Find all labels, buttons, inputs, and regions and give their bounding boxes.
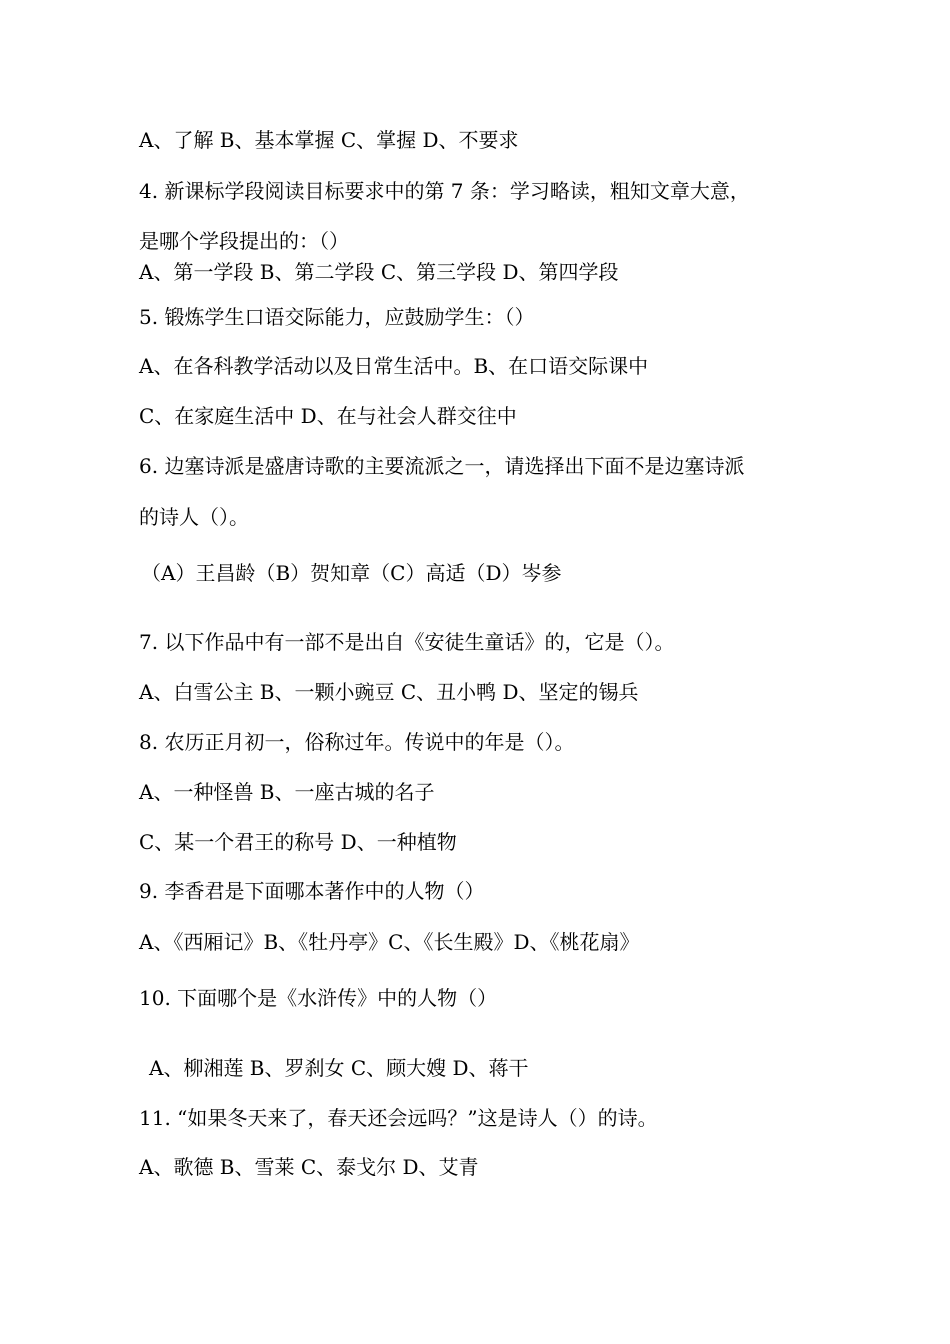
q7-options: A、白雪公主 B、一颗小豌豆 C、丑小鸭 D、坚定的锡兵 xyxy=(139,680,639,704)
q6-question-line1: 6. 边塞诗派是盛唐诗歌的主要流派之一，请选择出下面不是边塞诗派 xyxy=(139,454,745,478)
q3-options: A、了解 B、基本掌握 C、掌握 D、不要求 xyxy=(139,128,519,152)
q7-question: 7. 以下作品中有一部不是出自《安徒生童话》的，它是（）。 xyxy=(139,630,675,654)
q4-options: A、第一学段 B、第二学段 C、第三学段 D、第四学段 xyxy=(139,260,619,284)
q11-options: A、歌德 B、雪莱 C、泰戈尔 D、艾青 xyxy=(139,1155,479,1179)
q5-options-line1: A、在各科教学活动以及日常生活中。B、在口语交际课中 xyxy=(139,354,649,378)
q8-options-line2: C、某一个君王的称号 D、一种植物 xyxy=(139,830,457,854)
q6-question-line2: 的诗人（）。 xyxy=(139,505,249,529)
q5-options-line2: C、在家庭生活中 D、在与社会人群交往中 xyxy=(139,404,517,428)
q8-options-line1: A、一种怪兽 B、一座古城的名子 xyxy=(139,780,435,804)
q10-question: 10. 下面哪个是《水浒传》中的人物（） xyxy=(139,986,498,1010)
q4-question-line1: 4. 新课标学段阅读目标要求中的第 7 条：学习略读，粗知文章大意， xyxy=(139,179,750,203)
q6-options: （A）王昌龄（B）贺知章（C）高适（D）岑参 xyxy=(141,561,562,585)
q11-question: 11. “如果冬天来了，春天还会远吗？”这是诗人（）的诗。 xyxy=(139,1106,658,1130)
q5-question: 5. 锻炼学生口语交际能力，应鼓励学生：（） xyxy=(139,305,535,329)
q4-question-line2: 是哪个学段提出的：（） xyxy=(139,229,349,253)
q8-question: 8. 农历正月初一，俗称过年。传说中的年是（）。 xyxy=(139,730,575,754)
q9-options: A、《西厢记》B、《牡丹亭》C、《长生殿》D、《桃花扇》 xyxy=(139,930,640,954)
q10-options: A、柳湘莲 B、罗刹女 C、顾大嫂 D、蒋干 xyxy=(149,1056,529,1080)
q9-question: 9. 李香君是下面哪本著作中的人物（） xyxy=(139,879,485,903)
